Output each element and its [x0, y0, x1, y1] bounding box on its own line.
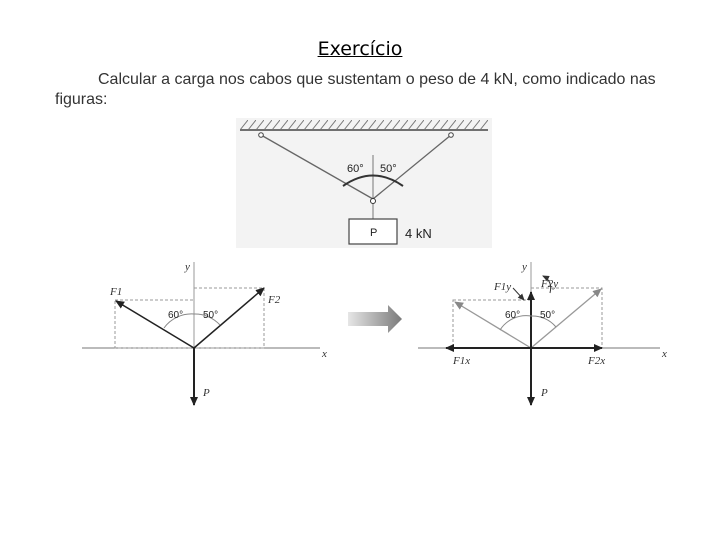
x-axis-label: x: [322, 348, 327, 360]
statement-line-2: figuras:: [55, 91, 108, 108]
angle-left-label: 60°: [347, 163, 364, 175]
f2y-label: F2y: [541, 278, 559, 290]
angle-right-label: 50°: [380, 163, 397, 175]
f1y-pointer-icon: [513, 288, 524, 300]
angle-left-label: 60°: [505, 310, 521, 321]
left-free-body-diagram: [82, 261, 327, 405]
x-axis-label: x: [662, 348, 667, 360]
block-label: P: [370, 227, 378, 239]
cable-knot: [371, 199, 376, 204]
p-label: P: [541, 387, 548, 399]
statement-line-1: Calcular a carga nos cabos que sustentam o peso de 4 kN, como indicado nas: [98, 71, 656, 88]
ceiling-hatch: [240, 120, 488, 129]
load-label: 4 kN: [405, 226, 432, 241]
f1y-label: F1y: [494, 281, 512, 293]
anchor-left: [259, 133, 264, 138]
y-axis-label: y: [522, 261, 527, 273]
transition-arrow-icon: [348, 305, 402, 333]
f1-vector: [116, 301, 194, 348]
f2x-label: F2x: [588, 355, 606, 367]
p-label: P: [203, 387, 210, 399]
f1x-label: F1x: [453, 355, 471, 367]
angle-left-label: 60°: [168, 310, 184, 321]
y-axis-label: y: [185, 261, 190, 273]
angle-right-label: 50°: [540, 310, 556, 321]
top-figure: [236, 118, 492, 248]
f1-label: F1: [110, 286, 123, 298]
anchor-right: [449, 133, 454, 138]
page-title: Exercício: [317, 38, 403, 60]
f2-label: F2: [268, 294, 281, 306]
f1-vector: [455, 302, 531, 348]
angle-right-label: 50°: [203, 310, 219, 321]
right-free-body-diagram: [418, 261, 667, 405]
